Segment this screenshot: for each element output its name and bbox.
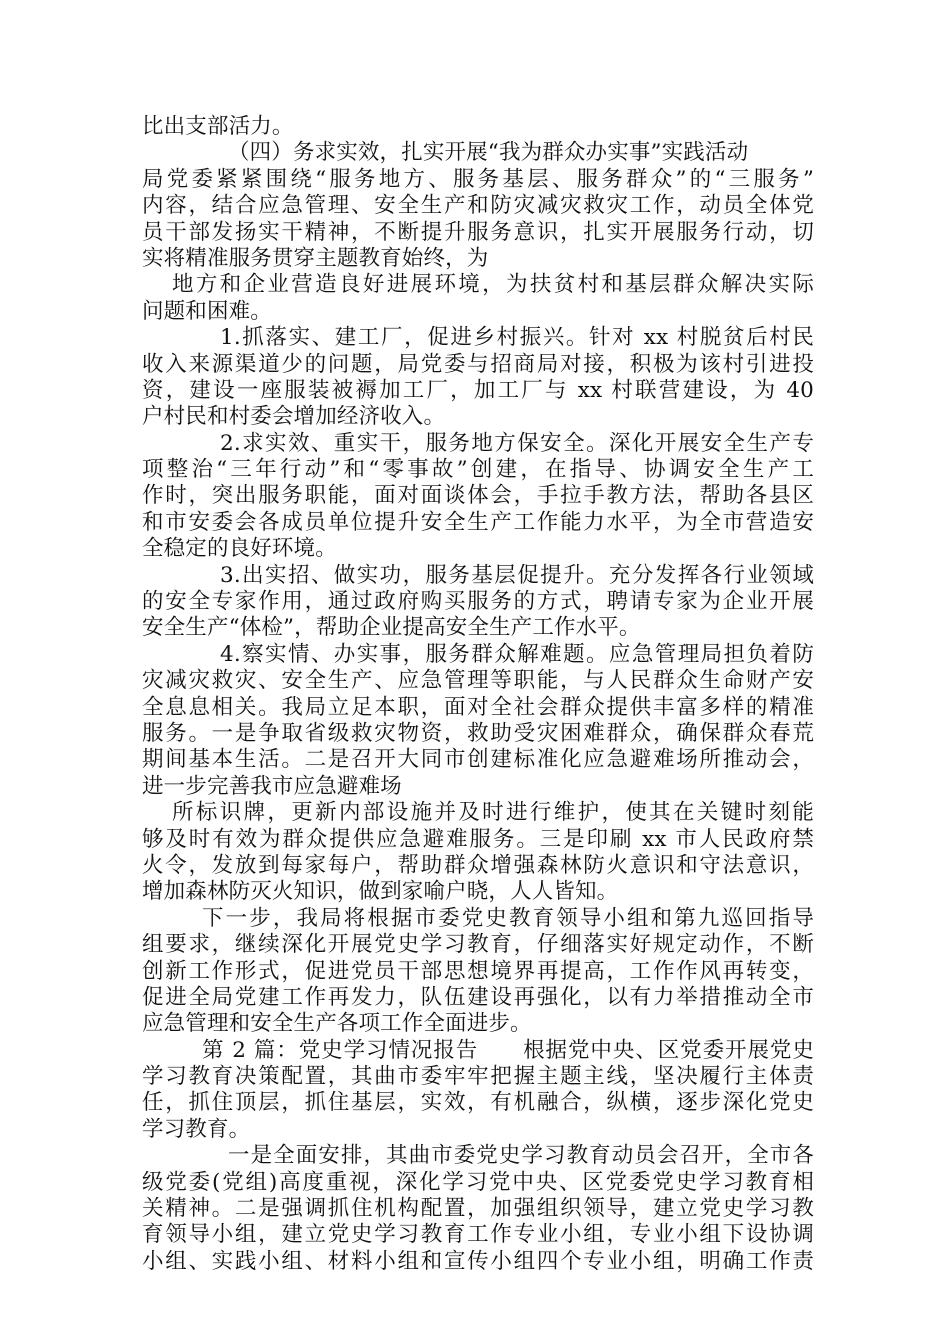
text-line: 项整治“三年行动”和“零事故”创建，在指导、协调安全生产工 — [142, 457, 814, 483]
text-line: 火令，发放到每家每户，帮助群众增强森林防火意识和守法意识， — [142, 852, 814, 878]
text-line: 的安全专家作用，通过政府购买服务的方式，聘请专家为企业开展 — [142, 589, 814, 615]
text-line: 小组、实践小组、材料小组和宣传小组四个专业小组，明确工作责 — [142, 1248, 814, 1274]
text-line: 下一步，我局将根据市委党史教育领导小组和第九巡回指导 — [202, 905, 814, 931]
text-line: 育领导小组，建立党史学习教育工作专业小组，专业小组下设协调 — [142, 1222, 814, 1248]
list-item-heading: 2.求实效、重实干，服务地方保安全。深化开展安全生产专 — [220, 430, 814, 456]
text-line: 级党委(党组)高度重视，深化学习党中央、区党委党史学习教育相 — [142, 1169, 814, 1195]
text-line: 学习教育。 — [142, 1116, 251, 1142]
text-line: 增加森林防灭火知识，做到家喻户晓，人人皆知。 — [142, 879, 619, 905]
text-line: 进一步完善我市应急避难场 — [142, 773, 402, 799]
text-line: 创新工作形式，促进党员干部思想境界再提高，工作作风再转变， — [142, 958, 814, 984]
text-line: 一是全面安排，其曲市委党史学习教育动员会召开，全市各 — [228, 1143, 814, 1169]
text-line: 实将精准服务贯穿主题教育始终，为 — [142, 245, 489, 271]
text-line: 全稳定的良好环境。 — [142, 536, 337, 562]
text-line: 期间基本生活。二是召开大同市创建标准化应急避难场所推动会， — [142, 747, 814, 773]
text-line: 服务。一是争取省级救灾物资，救助受灾困难群众，确保群众春荒 — [142, 720, 814, 746]
text-line: 问题和困难。 — [142, 298, 272, 324]
text-line: 应急管理和安全生产各项工作全面进步。 — [142, 1011, 532, 1037]
text-line: 局党委紧紧围绕“服务地方、服务基层、服务群众”的“三服务” — [142, 166, 814, 192]
list-item-heading: 4.察实情、办实事，服务群众解难题。应急管理局担负着防 — [220, 641, 814, 667]
text-line: 关精神。二是强调抓住机构配置，加强组织领导，建立党史学习教 — [142, 1196, 814, 1222]
text-line: 户村民和村委会增加经济收入。 — [142, 404, 446, 430]
chapter-heading: 第 2 篇：党史学习情况报告 根据党中央、区党委开展党史 — [202, 1037, 814, 1063]
text-line: 和市安委会各成员单位提升安全生产工作能力水平，为全市营造安 — [142, 509, 814, 535]
list-item-heading: 3.出实招、做实功，服务基层促提升。充分发挥各行业领域 — [220, 562, 814, 588]
text-line: 学习教育决策配置，其曲市委牢牢把握主题主线，坚决履行主体责 — [142, 1064, 814, 1090]
text-line: 资，建设一座服装被褥加工厂，加工厂与 xx 村联营建设，为 40 — [142, 377, 814, 403]
text-line: 员干部发扬实干精神，不断提升服务意识，扎实开展服务行动，切 — [142, 219, 814, 245]
text-line: 作时，突出服务职能，面对面谈体会，手拉手教方法，帮助各县区 — [142, 483, 814, 509]
text-line: 灾减灾救灾、安全生产、应急管理等职能，与人民群众生命财产安 — [142, 668, 814, 694]
text-line: 内容，结合应急管理、安全生产和防灾减灾救灾工作，动员全体党 — [142, 193, 814, 219]
text-line: 任，抓住顶层，抓住基层，实效，有机融合，纵横，逐步深化党史 — [142, 1090, 814, 1116]
document-page — [142, 114, 814, 1275]
text-line: 够及时有效为群众提供应急避难服务。三是印刷 xx 市人民政府禁 — [142, 826, 814, 852]
text-line: 比出支部活力。 — [142, 114, 294, 139]
text-line: 组要求，继续深化开展党史学习教育，仔细落实好规定动作，不断 — [142, 932, 814, 958]
list-item-heading: 1.抓落实、建工厂，促进乡村振兴。针对 xx 村脱贫后村民 — [220, 325, 814, 351]
text-line: 地方和企业营造良好进展环境，为扶贫村和基层群众解决实际 — [172, 272, 814, 298]
text-line: 促进全局党建工作再发力，队伍建设再强化，以有力举措推动全市 — [142, 984, 814, 1010]
text-line: 所标识牌，更新内部设施并及时进行维护，使其在关键时刻能 — [172, 800, 814, 826]
text-line: 全息息相关。我局立足本职，面对全社会群众提供丰富多样的精准 — [142, 694, 814, 720]
text-line: 安全生产“体检”，帮助企业提高安全生产工作水平。 — [142, 615, 641, 641]
text-line: 收入来源渠道少的问题，局党委与招商局对接，积极为该村引进投 — [142, 351, 814, 377]
section-heading: （四）务求实效，扎实开展“我为群众办实事”实践活动 — [228, 140, 749, 166]
